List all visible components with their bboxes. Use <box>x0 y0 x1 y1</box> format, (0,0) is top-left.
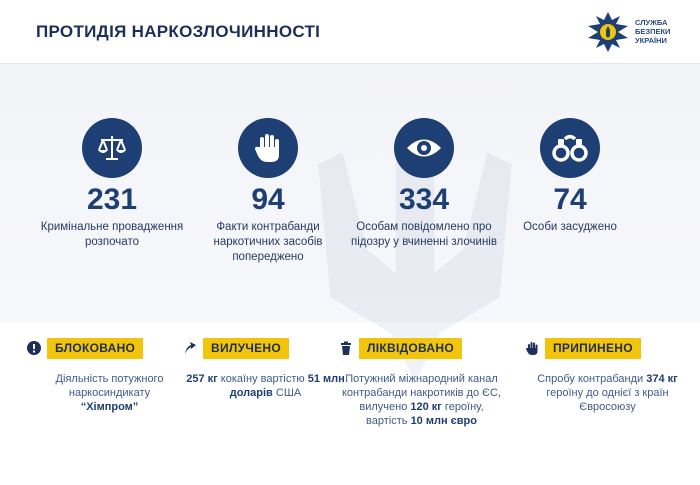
action-description <box>525 372 690 414</box>
action-seized <box>183 338 348 400</box>
stat-icon-circle <box>394 118 454 178</box>
stat-value: 334 <box>398 183 450 216</box>
arrow-up-icon <box>183 341 197 355</box>
desc-bold: 51 млн доларів <box>229 373 345 399</box>
stat-convicted <box>485 118 655 278</box>
handcuffs-icon <box>551 131 589 165</box>
stat-value: 231 <box>86 183 138 216</box>
action-blocked <box>27 338 192 414</box>
action-header <box>525 338 690 360</box>
action-description <box>27 372 192 414</box>
stat-label: Особи засуджено <box>523 221 617 233</box>
stat-criminal-cases <box>27 118 197 278</box>
action-tag: ПРИПИНЕНО <box>545 338 641 359</box>
eye-icon <box>405 135 443 161</box>
desc-bold: 120 кг <box>410 401 442 413</box>
stat-label: Факти контрабанди наркотичних засобів попереджено <box>213 221 323 263</box>
desc-text: Діяльність потужного наркосиндикату <box>55 373 164 399</box>
action-header <box>339 338 504 360</box>
logo-line-3: УКРАЇНИ <box>635 36 667 45</box>
desc-text: героїну, вартість <box>366 401 484 427</box>
trash-icon <box>339 341 353 355</box>
desc-text: героїну до однієї з країн Євросоюзу <box>546 387 669 413</box>
action-tag: БЛОКОВАНО <box>47 338 143 359</box>
hand-stop-icon <box>525 341 539 355</box>
header <box>0 0 700 64</box>
stat-value: 94 <box>251 183 285 216</box>
desc-bold: 10 млн євро <box>410 415 477 427</box>
action-liquidated <box>339 338 504 428</box>
action-stopped <box>525 338 690 414</box>
desc-text: Спробу контрабанди <box>537 373 647 385</box>
hand-icon <box>253 131 283 165</box>
action-tag: ЛІКВІДОВАНО <box>359 338 462 359</box>
sbu-emblem-icon <box>588 12 628 52</box>
desc-text: Потужний міжнародний канал контрабанди накротиків до ЄС, вилучено <box>341 373 502 413</box>
logo-line-2: БЕЗПЕКИ <box>635 27 671 36</box>
desc-bold: 374 кг <box>646 373 678 385</box>
stat-icon-circle <box>82 118 142 178</box>
action-header <box>27 338 192 360</box>
desc-bold: “Хімпром” <box>80 401 139 413</box>
exclamation-icon <box>27 341 41 355</box>
desc-text: США <box>272 387 302 399</box>
logo-line-1: СЛУЖБА <box>635 18 668 27</box>
action-description <box>339 372 504 428</box>
stat-label: Кримінальне провадження розпочато <box>40 221 184 248</box>
desc-bold: 257 кг <box>186 373 218 385</box>
stat-smuggling-prevented <box>183 118 353 278</box>
stat-icon-circle <box>238 118 298 178</box>
action-header <box>183 338 348 360</box>
stat-suspects-notified <box>339 118 509 278</box>
stat-icon-circle <box>540 118 600 178</box>
action-tag: ВИЛУЧЕНО <box>203 338 289 359</box>
sbu-logo <box>588 12 678 52</box>
page-title: ПРОТИДІЯ НАРКОЗЛОЧИННОСТІ <box>36 22 321 41</box>
desc-text: кокаїну вартістю <box>217 373 308 385</box>
stat-label: Особам повідомлено про підозру у вчиненні злочинів <box>351 221 497 248</box>
scales-icon <box>95 131 129 165</box>
action-description <box>183 372 348 400</box>
stat-value: 74 <box>553 183 587 216</box>
logo-text <box>635 18 670 45</box>
